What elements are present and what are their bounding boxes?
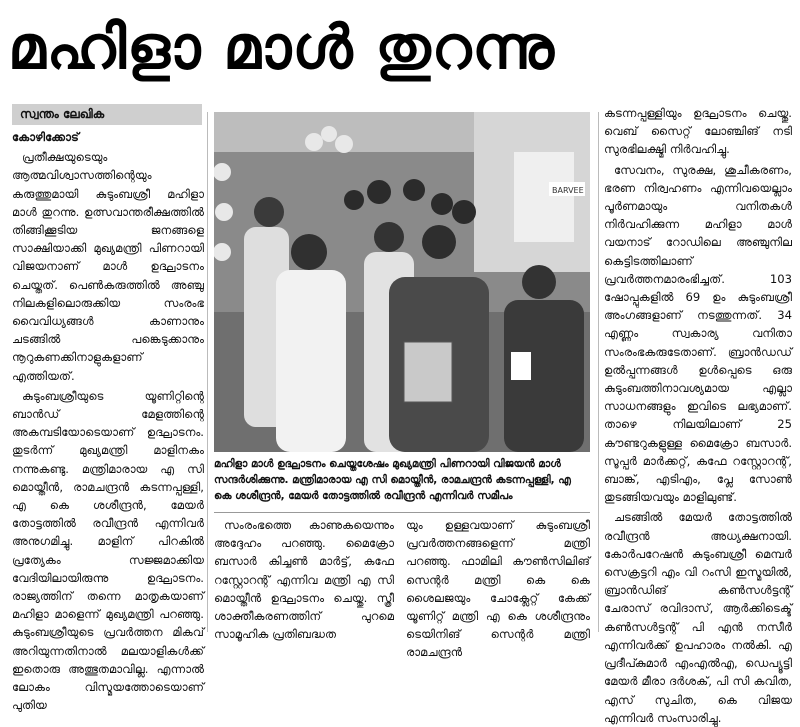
column-4-paragraph: ചടങ്ങിൽ മേയർ തോട്ടത്തിൽ രവീന്ദ്രൻ അധ്യക്ഷനായി. കോർപറേഷൻ കുടുംബശ്രീ മെമ്പർ സെക്രട്ടറി എം വി റംസി ഇസ്മയിൽ, ബ്രാൻഡിങ് കൺസൾട്ടന്റ് ചേരാസ് രവിദാസ്, ആർക്കിടെക്ട് കൺസൾട്ടന്റ് പി എൻ നസീർ എന്നിവർക്ക് ഉപഹാരം നൽകി. എ പ്രദീപ്കുമാർ എംഎൽഎ, ഡെപ്യൂട്ടി മേയർ മീരാ ദർശക്, പി സി കവിത, എസ് സുചിത, കെ വിജയ എന്നിവർ സംസാരിച്ചു. [604,510,792,725]
caption-rule [214,512,590,513]
store-sign: BARVEE [552,186,584,195]
column-4-paragraph: കടന്നപ്പള്ളിയും ഉദ്ഘാടനം ചെയ്തു. വെബ് സൈറ്റ് ലോഞ്ചിങ് നടി സുരഭിലക്ഷ്മി നിർവഹിച്ചു. [604,106,792,157]
byline: സ്വന്തം ലേഖിക [12,104,202,125]
column-4 [604,104,792,725]
column-3 [406,516,590,660]
headline: മഹിളാ മാൾ തുറന്നു [8,13,556,83]
column-1 [12,128,204,713]
news-photo [214,112,590,452]
column-divider [207,112,208,632]
column-1-paragraph: പ്രതീക്ഷയുടെയും ആത്മവിശ്വാസത്തിന്റെയും കരുത്തുമായി കുടുംബശ്രീ മഹിളാ മാൾ തുറന്നു. ഉത്സവാന്തരീക്ഷത്തിൽ തിങ്ങിക്കൂടിയ ജനങ്ങളെ സാക്ഷിയാക്കി മുഖ്യമന്ത്രി പിണറായി വിജയനാണ് മാൾ ഉദ്ഘാടനം ചെയ്തത്. പെൺകരുത്തിൽ അഞ്ചു നിലകളിലൊരുക്കിയ സംരംഭ വൈവിധ്യങ്ങൾ കാണാനും ചടങ്ങിൽ പങ്കെടുക്കാനും നൂറുകണക്കിനാളുകളാണ് എത്തിയത്. [12,150,204,383]
photo-illustration [214,112,590,452]
dateline-place: കോഴിക്കോട് [12,130,79,144]
column-4-paragraph: സേവനം, സുരക്ഷ, ശുചീകരണം, ഭരണ നിര്വഹണം എന്നിവയെല്ലാം പൂർണമായും വനിതകൾ നിർവഹിക്കുന്ന മഹിളാ മാൾ വയനാട് റോഡിലെ അഞ്ചുനില കെട്ടിടത്തിലാണ് പ്രവർത്തനമാരംഭിച്ചത്. 103 ഷോപ്പുകളിൽ 69 ഉം കുടുംബശ്രീ അംഗങ്ങളാണ് നടത്തുന്നത്. 34 എണ്ണം സ്വകാര്യ വനിതാ സംരംഭകരുടേതാണ്. ബ്രാൻഡഡ് ഉൽപ്പന്നങ്ങൾ ഉൾപ്പെടെ ഒരു കുടുംബത്തിനാവശ്യമായ എല്ലാ സാധനങ്ങളും ഇവിടെ ലഭ്യമാണ്. താഴെ നിലയിലാണ് 25 കൗണ്ടറുകളുള്ള മൈക്രോ ബസാർ. സൂപ്പർ മാർക്കറ്റ്, കഫേ റസ്റ്റോറന്റ്, ബാങ്ക്, എടിഎം, പ്ലേ സോൺ തുടങ്ങിയവയും മാളിലുണ്ട്. [604,162,792,505]
column-3-paragraph: യും ഉള്ളവയാണ് കുടുംബശ്രീ പ്രവർത്തനങ്ങളെന്ന് മന്ത്രി പറഞ്ഞു. ഫാമിലി കൗൺസിലിങ് സെന്റർ മന്ത്രി കെ കെ ശൈലജയും ചോക്ലേറ്റ് കേക്ക് യൂണിറ്റ് മന്ത്രി എ കെ ശശീന്ദ്രനും ടെയിനിങ് സെന്റർ മന്ത്രി രാമചന്ദ്രൻ [406,518,590,660]
photo-caption: മഹിളാ മാൾ ഉദ്ഘാടനം ചെയ്തശേഷം മുഖ്യമന്ത്രി പിണറായി വിജയൻ മാൾ സന്ദർശിക്കുന്നു. മന്ത്രിമാരായ എ സി മൊയ്തീൻ, രാമചന്ദ്രൻ കടന്നപ്പള്ളി, എ കെ ശശീന്ദ്രൻ, മേയർ തോട്ടത്തിൽ രവീന്ദ്രൻ എന്നിവർ സമീപം [214,458,571,502]
column-divider [598,112,599,632]
column-2-paragraph: സംരംഭത്തെ കാണുകയെന്നും അദ്ദേഹം പറഞ്ഞു. മൈക്രോ ബസാർ കിച്ചൺ മാർട്ട്, കഫേ റസ്റ്റോറന്റ് എന്നിവ മന്ത്രി എ സി മൊയ്തീൻ ഉദ്ഘാടനം ചെയ്തു. സ്ത്രീ ശാക്തീകരണത്തിന് പുറമെ സാമൂഹിക പ്രതിബദ്ധത [214,518,394,642]
column-1-paragraph: കുടുംബശ്രീയുടെ യൂണിറ്റിന്റെ ബാൻഡ് മേളത്തിന്റെ അകമ്പടിയോടെയാണ് ഉദ്ഘാടനം. തുടർന്ന് മുഖ്യമന്ത്രി മാളിനകം നന്നുകണ്ടു. മന്ത്രിമാരായ എ സി മൊയ്തീൻ, രാമചന്ദ്രൻ കടന്നപ്പള്ളി, എ കെ ശശീന്ദ്രൻ, മേയർ തോട്ടത്തിൽ രവീന്ദ്രൻ എന്നിവർ അനുഗമിച്ചു. മാളിന് പിറകിൽ പ്രത്യേകം സജ്ജമാക്കിയ വേദിയിലായിരുന്നു ഉദ്ഘാടനം. രാജ്യത്തിന് തന്നെ മാതൃകയാണ് മഹിളാ മാളെന്ന് മുഖ്യമന്ത്രി പറഞ്ഞു. കുടുംബശ്രീയുടെ പ്രവർത്തന മികവ് അറിയുന്നതിനാൽ മലയാളികൾക്ക് ഇതൊരു അത്ഭുതമാവില്ല. എന്നാൽ ലോകം വിസ്മയത്തോടെയാണ് പുതിയ [12,388,204,713]
column-2 [214,516,394,642]
